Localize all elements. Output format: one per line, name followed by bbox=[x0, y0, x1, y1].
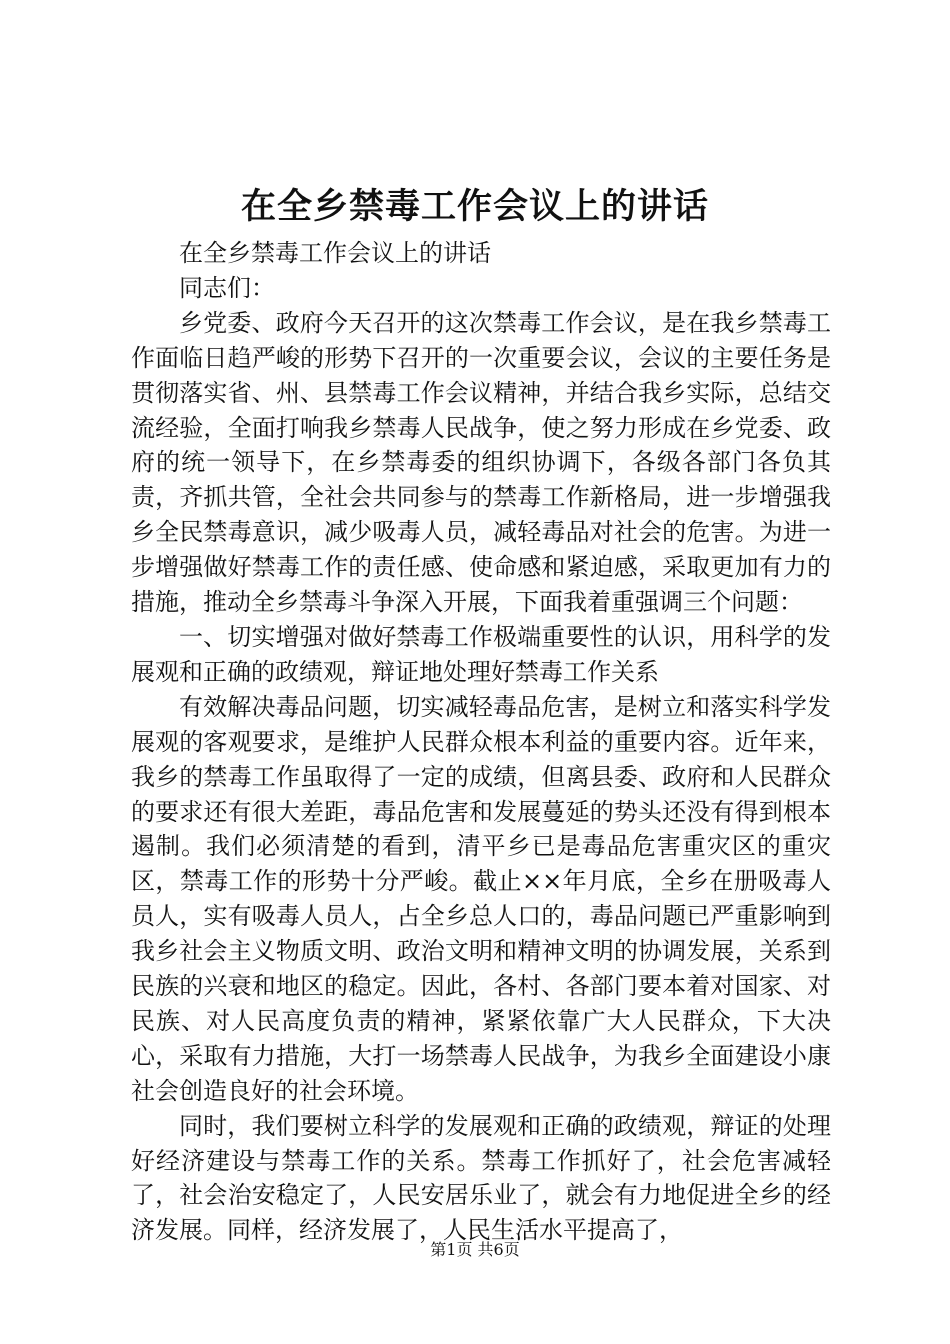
body-paragraph: 在全乡禁毒工作会议上的讲话 bbox=[179, 239, 491, 267]
body-paragraph: 同志们： bbox=[179, 273, 275, 302]
body-paragraph: 乡党委、政府今天召开的这次禁毒工作会议，是在我乡禁毒工作面临日趋严峻的形势下召开的一次重要会议，会议的主要任务是贯彻落实省、州、县禁毒工作会议精神，并结合我乡实际，总结交流经验，全面打响我乡禁毒人民战争，使之努力形成在乡党委、政府的统一领导下，在乡禁毒委的组织协调下，各级各部门各负其责，齐抓共管，全社会共同参与的禁毒工作新格局，进一步增强我乡全民禁毒意识，减少吸毒人员，减轻毒品对社会的危害。为进一步增强做好禁毒工作的责任感、使命感和紧迫感，采取更加有力的措施，推动全乡禁毒斗争深入开展，下面我着重强调三个问题： bbox=[131, 308, 831, 617]
section-heading: 一、切实增强对做好禁毒工作极端重要性的认识，用科学的发展观和正确的政绩观，辩证地处理好禁毒工作关系 bbox=[131, 622, 831, 686]
page-footer: 第1页 共6页 bbox=[430, 1240, 520, 1259]
body-paragraph: 有效解决毒品问题，切实减轻毒品危害，是树立和落实科学发展观的客观要求，是维护人民群众根本利益的重要内容。近年来，我乡的禁毒工作虽取得了一定的成绩，但离县委、政府和人民群众的要求还有很大差距，毒品危害和发展蔓延的势头还没有得到根本遏制。我们必须清楚的看到，清平乡已是毒品危害重灾区的重灾区，禁毒工作的形势十分严峻。截止××年月底，全乡在册吸毒人员人，实有吸毒人员人，占全乡总人口的，毒品问题已严重影响到我乡社会主义物质文明、政治文明和精神文明的协调发展，关系到民族的兴衰和地区的稳定。因此，各村、各部门要本着对国家、对民族、对人民高度负责的精神，紧紧依靠广大人民群众，下大决心，采取有力措施，大打一场禁毒人民战争，为我乡全面建设小康社会创造良好的社会环境。 bbox=[131, 692, 831, 1105]
document-body bbox=[131, 236, 831, 1248]
document-title: 在全乡禁毒工作会议上的讲话 bbox=[240, 186, 709, 227]
body-paragraph: 同时，我们要树立科学的发展观和正确的政绩观，辩证的处理好经济建设与禁毒工作的关系。禁毒工作抓好了，社会危害减轻了，社会治安稳定了，人民安居乐业了，就会有力地促进全乡的经济发展。同样，经济发展了，人民生活水平提高了， bbox=[131, 1111, 831, 1245]
